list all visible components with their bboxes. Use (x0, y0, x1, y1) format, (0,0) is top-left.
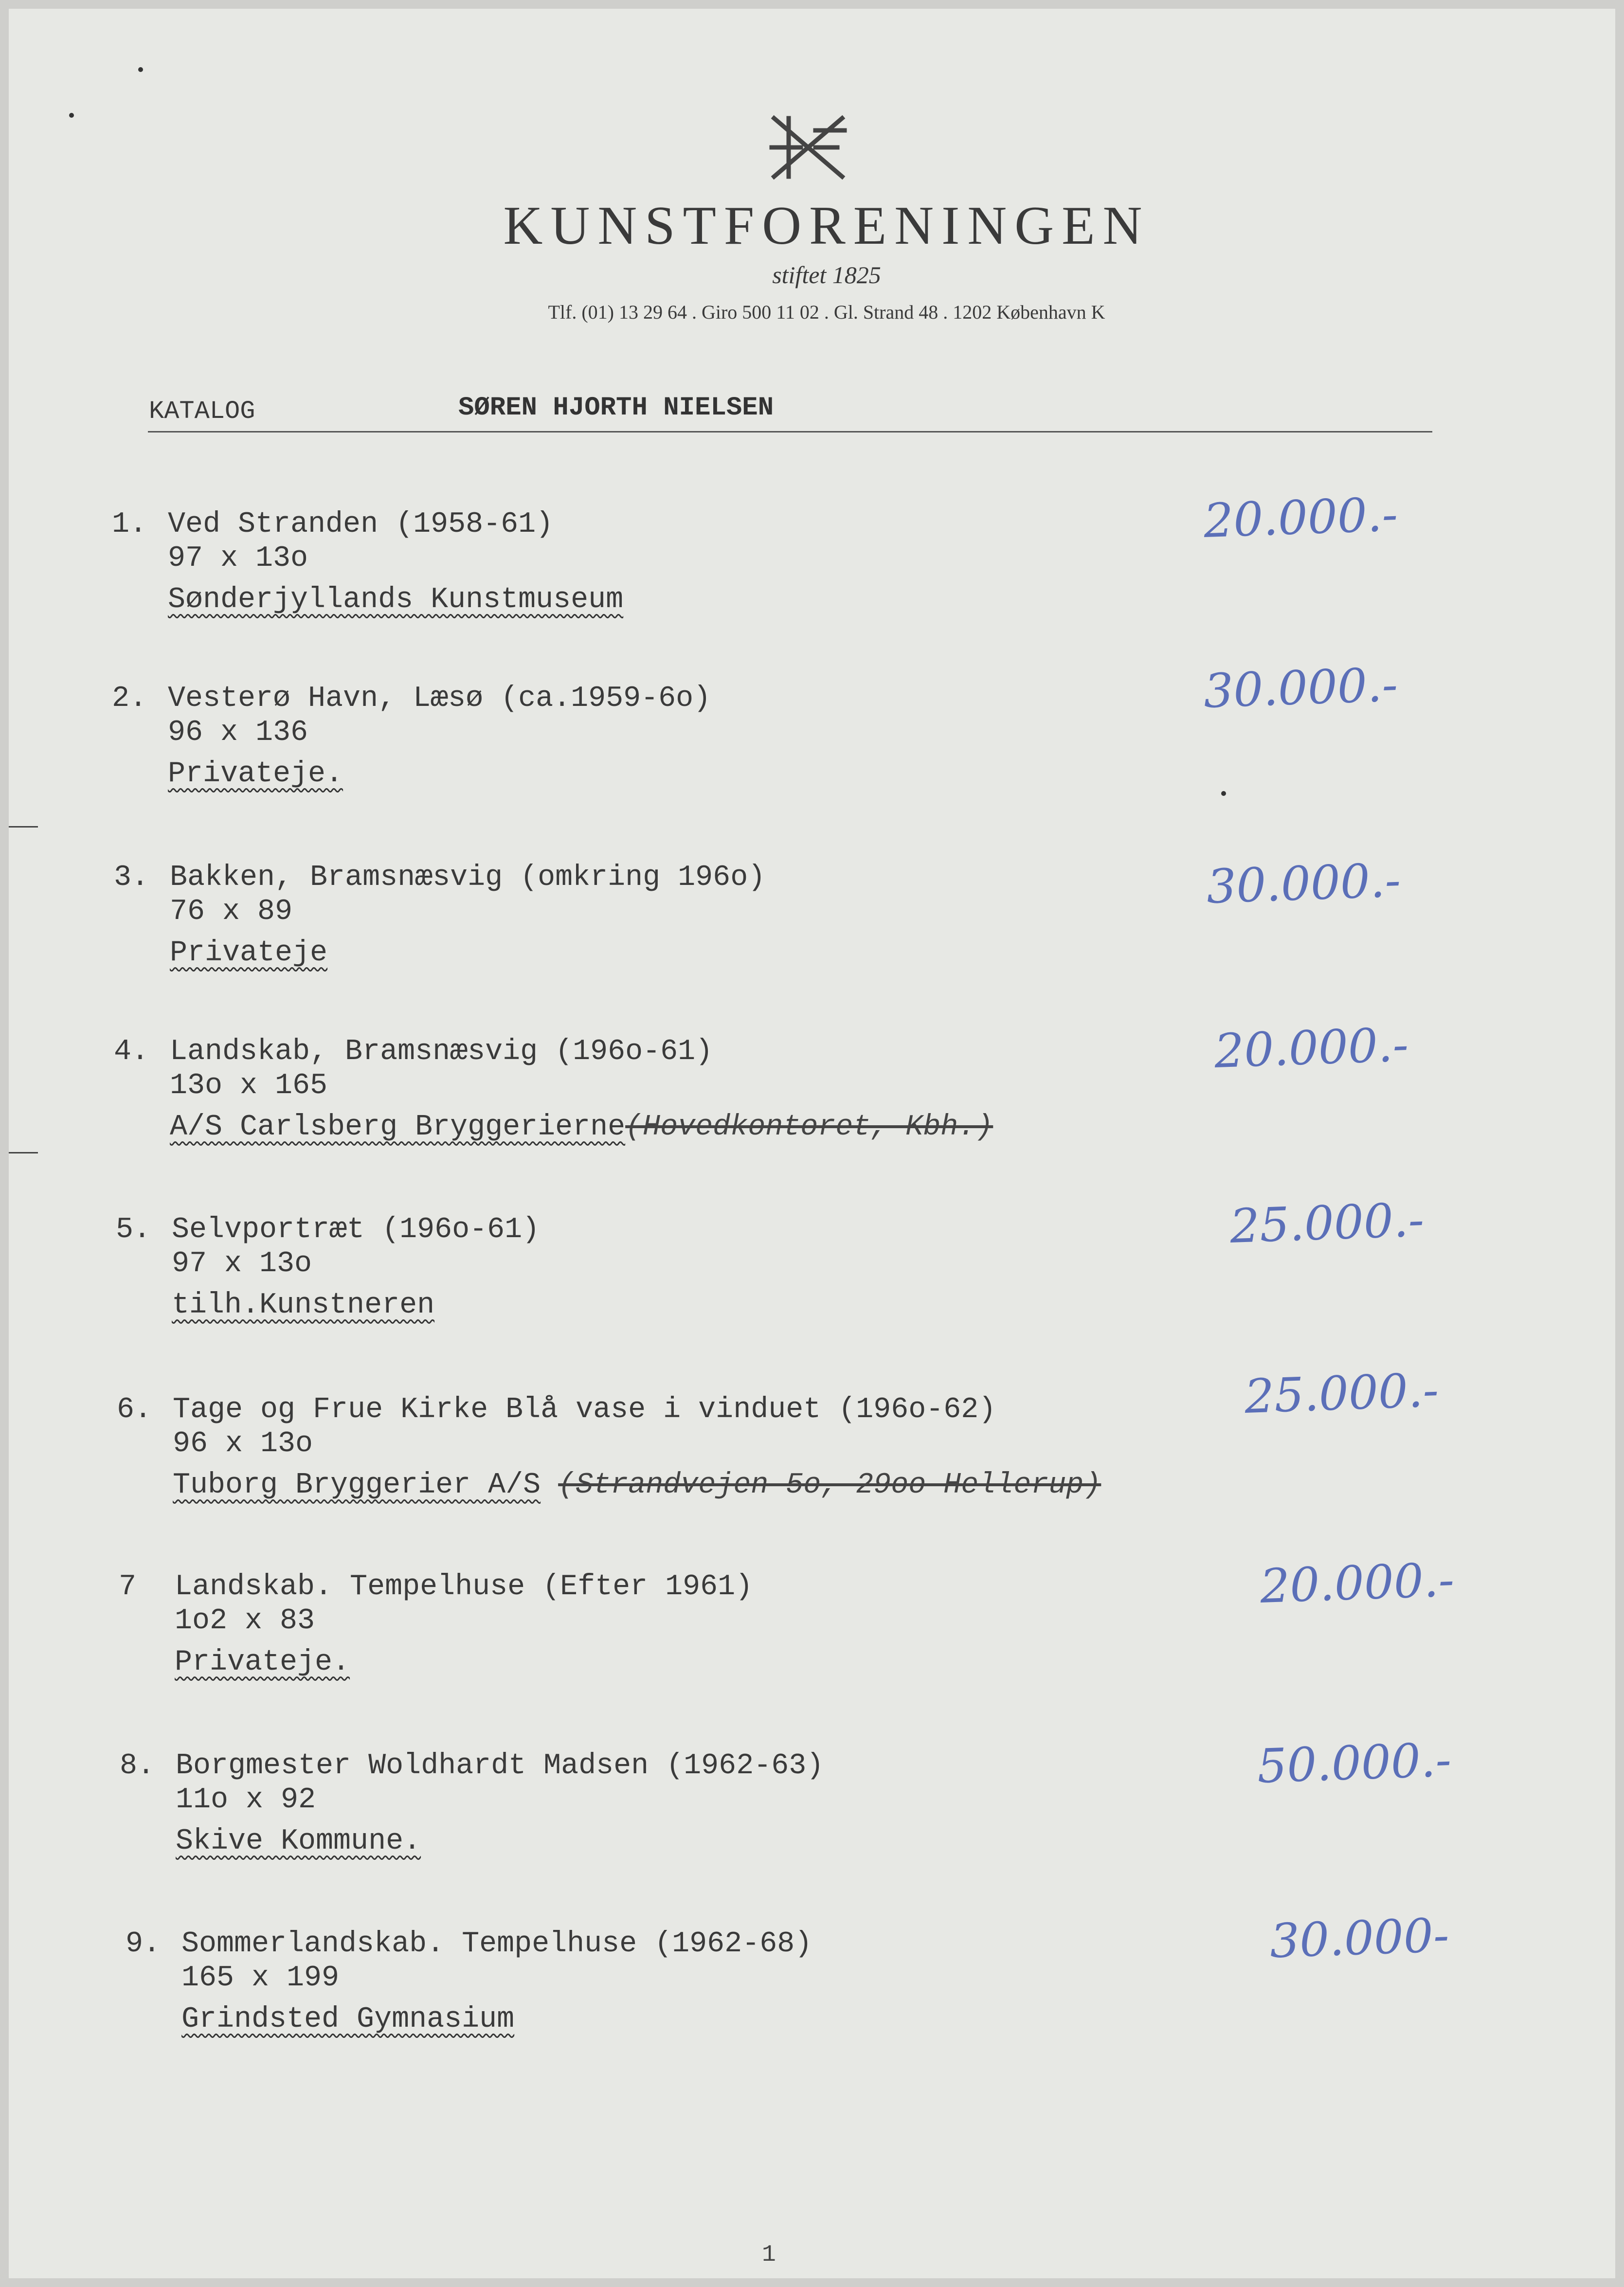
entry-number: 9. (126, 1927, 161, 1961)
handwritten-price: 30.000.- (1203, 657, 1399, 719)
entry-number: 4. (114, 1035, 149, 1068)
owner-name: tilh.Kunstneren (172, 1289, 435, 1322)
owner-name: Privateje. (168, 757, 343, 791)
entry-title: Bakken, Bramsnæsvig (omkring 196o) (170, 861, 766, 894)
handwritten-price: 20.000.- (1203, 487, 1399, 548)
ink-dot (1221, 791, 1226, 796)
entry-title: Sommerlandskab. Tempelhuse (1962-68) (181, 1927, 812, 1961)
entry-title: Landskab, Bramsnæsvig (196o-61) (170, 1035, 713, 1068)
contact-line: Tlf. (01) 13 29 64 . Giro 500 11 02 . Gl. Strand 48 . 1202 København K (548, 301, 1105, 323)
entry-title: Landskab. Tempelhuse (Efter 1961) (175, 1570, 753, 1603)
entry-owner (168, 757, 343, 791)
entry-title: Tage og Frue Kirke Blå vase i vinduet (196o-62) (173, 1393, 996, 1426)
handwritten-price: 25.000.- (1244, 1363, 1440, 1424)
entry-dimensions: 97 x 13o (168, 542, 308, 575)
entry-title: Borgmester Woldhardt Madsen (1962-63) (176, 1749, 824, 1783)
entry-dimensions: 76 x 89 (170, 895, 293, 928)
handwritten-price: 30.000- (1269, 1908, 1450, 1969)
entry-dimensions: 97 x 13o (172, 1247, 312, 1280)
struck-text: (Strandvejen 5o, 29oo Hellerup) (558, 1469, 1101, 1502)
organization-name: KUNSTFORENINGEN (503, 196, 1150, 256)
entry-owner (172, 1289, 434, 1322)
owner-name: Tuborg Bryggerier A/S (173, 1469, 541, 1502)
handwritten-price: 25.000.- (1229, 1192, 1425, 1254)
entry-number: 2. (112, 682, 147, 715)
entry-owner (181, 2003, 514, 2036)
handwritten-price: 20.000.- (1259, 1552, 1455, 1614)
header-rule (148, 431, 1432, 432)
page-number: 1 (762, 2242, 776, 2268)
owner-name: Sønderjyllands Kunstmuseum (168, 583, 624, 616)
entry-owner (168, 583, 623, 616)
handwritten-price: 30.000.- (1206, 853, 1402, 914)
handwritten-price: 20.000.- (1213, 1017, 1409, 1079)
entry-dimensions: 11o x 92 (176, 1783, 316, 1817)
entry-owner (175, 1646, 350, 1679)
entry-title: Selvportræt (196o-61) (172, 1213, 540, 1246)
catalog-page (9, 9, 1615, 2278)
entry-title: Ved Stranden (1958-61) (168, 508, 554, 541)
entry-dimensions: 1o2 x 83 (175, 1604, 315, 1638)
entry-number: 5. (116, 1213, 151, 1246)
ink-dot (138, 67, 143, 72)
entry-number: 6. (117, 1393, 152, 1426)
owner-name: Privateje. (175, 1646, 350, 1679)
margin-mark (9, 1152, 38, 1153)
katalog-label: KATALOG (149, 397, 255, 426)
margin-mark (9, 826, 38, 828)
entry-number: 3. (114, 861, 149, 894)
owner-name: A/S Carlsberg Bryggerierne (170, 1111, 626, 1144)
entry-owner (170, 1111, 993, 1144)
handwritten-price: 50.000.- (1256, 1732, 1452, 1794)
owner-name: Skive Kommune. (176, 1825, 421, 1858)
entry-owner (176, 1825, 421, 1858)
entry-dimensions: 96 x 13o (173, 1427, 313, 1460)
struck-text: (Hovedkontoret, Kbh.) (625, 1111, 993, 1144)
entry-dimensions: 165 x 199 (181, 1962, 340, 1995)
entry-owner (173, 1469, 1101, 1502)
entry-title: Vesterø Havn, Læsø (ca.1959-6o) (168, 682, 711, 715)
entry-dimensions: 96 x 136 (168, 716, 308, 749)
entry-owner (170, 936, 327, 970)
kf-monogram-icon (762, 111, 854, 184)
owner-name: Privateje (170, 936, 328, 970)
entry-number: 1. (112, 508, 147, 541)
ink-dot (69, 113, 74, 118)
artist-name: SØREN HJORTH NIELSEN (458, 393, 774, 423)
entry-number: 8. (120, 1749, 155, 1783)
entry-number: 7 (119, 1570, 137, 1603)
entry-dimensions: 13o x 165 (170, 1069, 328, 1102)
founded-line: stiftet 1825 (772, 261, 881, 288)
owner-name: Grindsted Gymnasium (181, 2003, 515, 2036)
